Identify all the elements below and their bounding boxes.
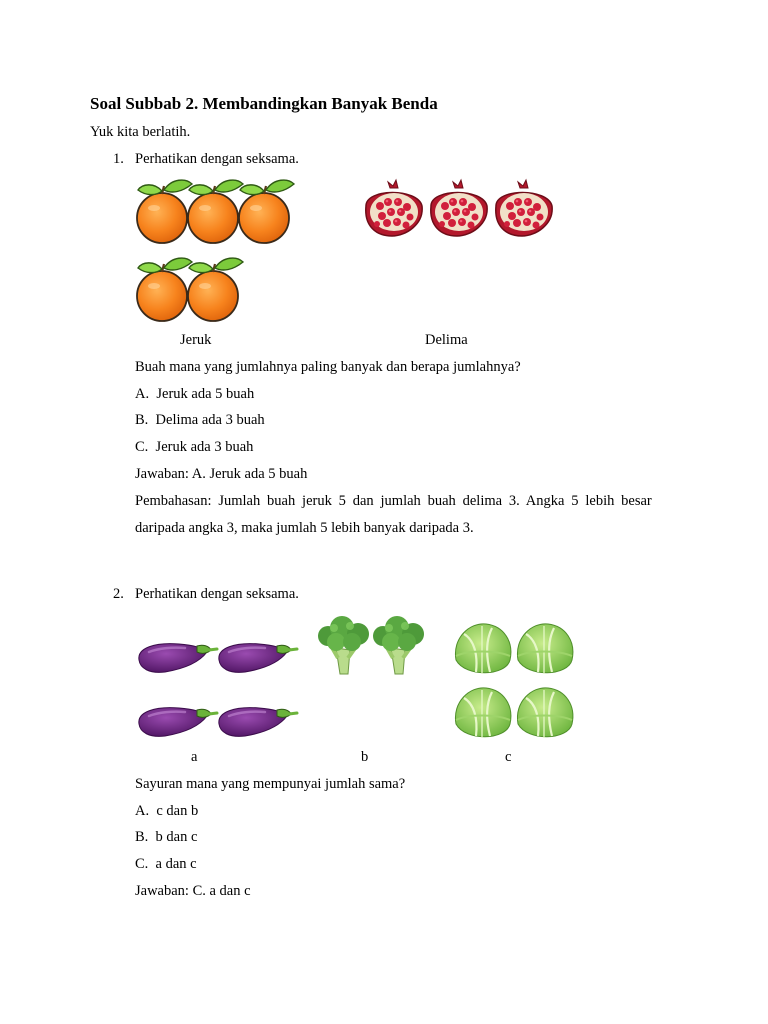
option-letter: C.: [135, 439, 149, 455]
q2-option-b: [135, 829, 197, 846]
eggplant-icon: [135, 702, 219, 742]
option-text: a dan c: [155, 856, 197, 872]
option-letter: B.: [135, 829, 149, 845]
orange-icon: [136, 256, 194, 324]
q2-prompt: Perhatikan dengan seksama.: [135, 586, 299, 602]
q1-option-a: [135, 386, 254, 403]
label-c: c: [505, 749, 512, 765]
cabbage-icon: [514, 684, 576, 742]
eggplant-icon: [135, 638, 219, 678]
label-b: b: [361, 749, 369, 765]
option-text: b dan c: [155, 829, 198, 845]
page-title: Soal Subbab 2. Membandingkan Banyak Benda: [90, 94, 438, 113]
orange-icon: [238, 178, 296, 246]
q1-option-c: [135, 439, 253, 456]
orange-icon: [136, 178, 194, 246]
cabbage-icon: [452, 684, 514, 742]
q2-option-a: [135, 803, 198, 820]
option-letter: A.: [135, 803, 150, 819]
q1-question: Buah mana yang jumlahnya paling banyak dan berapa jumlahnya?: [135, 359, 521, 375]
q1-explanation-line1: Pembahasan: Jumlah buah jeruk 5 dan jumlah buah delima 3. Angka 5 lebih besar: [135, 493, 652, 509]
option-text: Jeruk ada 5 buah: [156, 386, 255, 402]
q2-question: Sayuran mana yang mempunyai jumlah sama?: [135, 776, 406, 792]
q2-number: 2.: [113, 586, 124, 602]
cabbage-icon: [452, 620, 514, 678]
orange-icon: [187, 178, 245, 246]
q1-explanation-line2: daripada angka 3, maka jumlah 5 lebih banyak daripada 3.: [135, 520, 474, 536]
q2-option-c: [135, 856, 197, 873]
q1-prompt: Perhatikan dengan seksama.: [135, 151, 299, 167]
q1-answer: Jawaban: A. Jeruk ada 5 buah: [135, 466, 308, 482]
eggplant-icon: [215, 638, 299, 678]
broccoli-icon: [371, 614, 427, 676]
pomegranate-icon: [490, 180, 558, 246]
eggplant-icon: [215, 702, 299, 742]
option-letter: B.: [135, 412, 149, 428]
q1-number: 1.: [113, 151, 124, 167]
intro-text: Yuk kita berlatih.: [90, 124, 191, 140]
label-jeruk: Jeruk: [180, 332, 212, 348]
cabbage-icon: [514, 620, 576, 678]
label-delima: Delima: [425, 332, 468, 348]
option-text: c dan b: [156, 803, 199, 819]
option-letter: C.: [135, 856, 149, 872]
orange-icon: [187, 256, 245, 324]
option-text: Delima ada 3 buah: [155, 412, 265, 428]
pomegranate-icon: [360, 180, 428, 246]
option-letter: A.: [135, 386, 150, 402]
option-text: Jeruk ada 3 buah: [155, 439, 254, 455]
q2-answer: Jawaban: C. a dan c: [135, 883, 251, 899]
label-a: a: [191, 749, 198, 765]
broccoli-icon: [316, 614, 372, 676]
q1-option-b: [135, 412, 265, 429]
pomegranate-icon: [425, 180, 493, 246]
